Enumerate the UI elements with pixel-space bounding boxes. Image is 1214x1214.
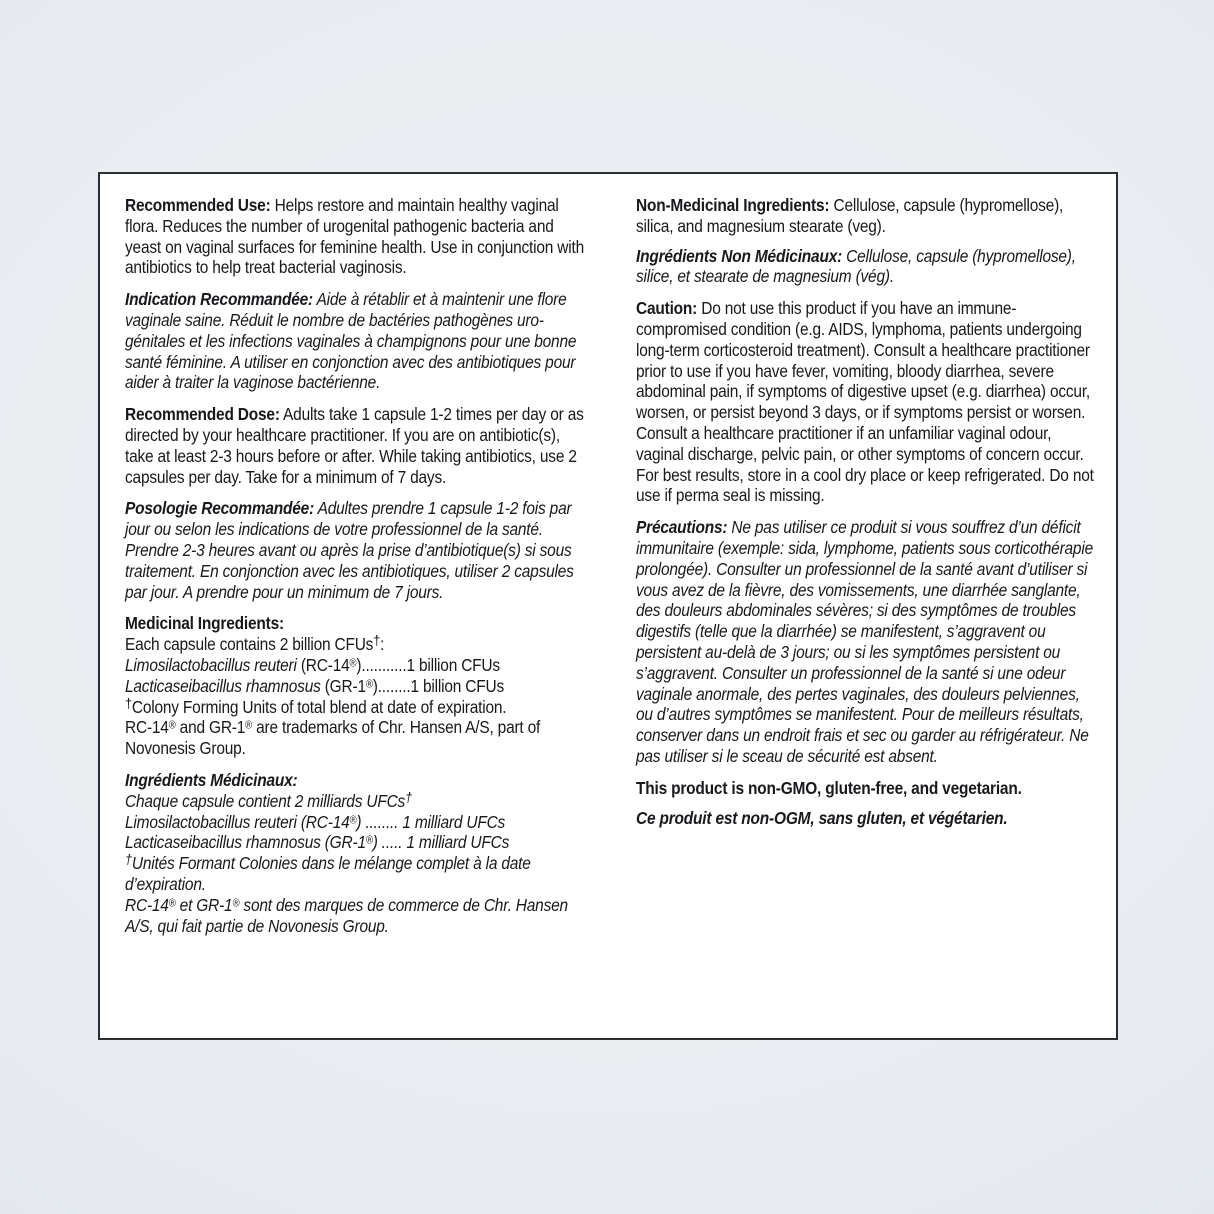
- registered-icon: ®: [245, 719, 253, 732]
- dot-leader: ...........: [361, 655, 407, 675]
- trademark-a: RC-14: [125, 718, 169, 738]
- ingredient-amount: 1 milliard UFCs: [402, 812, 506, 832]
- indication-recommandee-block: [125, 290, 584, 394]
- strain-open: (RC-14: [296, 655, 350, 675]
- caution-body: Do not use this product if you have an immune-compromised condition (e.g. AIDS, lymphoma, patients undergoing long-term corticosteroid treatment). Consult a healthcare practitioner prior to use if you have fever, vomiting, bloody diarrhea, severe abdominal pain, if symptoms of digestive upset (e.g. diarrhea) occur, worsen, or persist beyond 3 days, or if symptoms persist or worsen. Consult a healthcare practitioner if an unfamiliar vaginal odour, vaginal discharge, pelvic pain, or other symptoms of concern occur. For best results, store in a cool dry place or keep refrigerated. Do not use if perma seal is missing.: [636, 299, 1094, 506]
- precautions-block: [636, 518, 1094, 768]
- dagger-marker: †: [405, 788, 412, 805]
- species-name: Lacticaseibacillus rhamnosus: [125, 833, 321, 853]
- ingredients-medicinaux-heading: Ingrédients Médicinaux:: [125, 770, 298, 790]
- registered-icon: ®: [168, 897, 176, 910]
- precautions-heading: Précautions:: [636, 518, 728, 538]
- ingredient-amount: 1 milliard UFCs: [406, 833, 510, 853]
- ingredient-amount: 1 billion CFUs: [406, 655, 500, 675]
- recommended-use-heading: Recommended Use:: [125, 196, 271, 215]
- registered-icon: ®: [349, 814, 357, 827]
- recommended-use-block: [125, 196, 584, 279]
- trademark-a: RC-14: [125, 895, 169, 915]
- ingredients-medicinaux-footnote: Unités Formant Colonies dans le mélange complet à la date d’expiration.: [125, 854, 531, 894]
- registered-icon: ®: [349, 657, 357, 670]
- species-name: Limosilactobacillus reuteri: [125, 812, 297, 832]
- strain-close: ): [356, 655, 362, 675]
- non-medicinal-ingredients-block: [636, 196, 1094, 238]
- dagger-marker: †: [125, 694, 132, 711]
- left-column: [100, 196, 598, 1038]
- recommended-dose-block: [125, 405, 584, 488]
- registered-icon: ®: [168, 719, 176, 732]
- registered-icon: ®: [232, 897, 240, 910]
- product-statement-fr: Ce produit est non-OGM, sans gluten, et végétarien.: [636, 808, 1008, 828]
- strain-open: (GR-1: [320, 676, 366, 696]
- caution-block: [636, 299, 1094, 507]
- registered-icon: ®: [365, 834, 373, 847]
- posologie-recommandee-heading: Posologie Recommandée:: [125, 499, 315, 519]
- recommended-use-body: Helps restore and maintain healthy vaginal flora. Reduces the number of urogenital pathogenic bacteria and yeast on vaginal surfaces for feminine health. Use in conjunction with antibiotics to help treat bacterial vaginosis.: [125, 196, 585, 278]
- species-name: Lacticaseibacillus rhamnosus: [125, 676, 321, 696]
- trademark-mid: and GR-1: [175, 718, 246, 738]
- medicinal-ingredients-block: [125, 614, 584, 760]
- indication-recommandee-heading: Indication Recommandée:: [125, 290, 313, 310]
- trademark-b: sont des marques de commerce de Chr. Hansen A/S, qui fait partie de Novonesis Group.: [125, 895, 568, 936]
- product-statement-en: This product is non-GMO, gluten-free, and vegetarian.: [636, 778, 1022, 798]
- caution-heading: Caution:: [636, 299, 698, 319]
- posologie-recommandee-body: Adultes prendre 1 capsule 1-2 fois par jour ou selon les indications de votre professionnel de la santé. Prendre 2-3 heures avant ou après la prise d’antibiotique(s) si sous traitement. En conjonction avec les antibiotiques, utiliser 2 capsules par jour. A prendre pour un minimum de 7 jours.: [125, 499, 574, 602]
- species-name: Limosilactobacillus reuteri: [125, 655, 297, 675]
- medicinal-ingredients-intro-suffix: :: [380, 635, 385, 655]
- trademark-b: are trademarks of Chr. Hansen A/S, part of Novonesis Group.: [125, 718, 541, 759]
- ingredient-amount: 1 billion CFUs: [410, 676, 504, 696]
- dagger-marker: †: [373, 632, 381, 649]
- medicinal-ingredients-intro: Each capsule contains 2 billion CFUs: [125, 635, 374, 655]
- strain-open: (RC-14: [296, 812, 350, 832]
- strain-open: (GR-1: [320, 833, 366, 853]
- indication-recommandee-body: Aide à rétablir et à maintenir une flore vaginale saine. Réduit le nombre de bactéries pathogènes uro-génitales et les infections vaginales à champignons pour une bonne santé féminine. A utiliser en conjonction avec des antibiotiques pour aider à traiter la vaginose bactérienne.: [125, 290, 577, 393]
- ingredients-medicinaux-block: [125, 771, 584, 937]
- strain-close: ): [372, 833, 378, 853]
- dot-leader: .....: [377, 833, 407, 853]
- medicinal-ingredients-heading: Medicinal Ingredients:: [125, 614, 284, 634]
- dot-leader: ........: [361, 812, 403, 832]
- recommended-dose-heading: Recommended Dose:: [125, 405, 280, 425]
- ingredients-non-medicinaux-block: [636, 247, 1094, 289]
- dagger-marker: †: [125, 851, 132, 868]
- strain-close: ): [356, 812, 362, 832]
- medicinal-ingredients-footnote: Colony Forming Units of total blend at date of expiration.: [131, 697, 507, 717]
- right-column: [598, 196, 1116, 1038]
- dot-leader: ........: [377, 676, 411, 696]
- posologie-recommandee-block: [125, 499, 584, 603]
- non-medicinal-ingredients-body: Cellulose, capsule (hypromellose), silica, and magnesium stearate (veg).: [636, 196, 1064, 236]
- precautions-body: Ne pas utiliser ce produit si vous souffrez d’un déficit immunitaire (exemple: sida, lymphome, patients sous corticothérapie prolongée). Consulter un professionnel de la santé avant d’utiliser si vous avez de la fièvre, des vomissements, une diarrhée sanglante, des douleurs abdominales sévères; si des symptômes de troubles digestifs (telle que la diarrhée) se manifestent, s’aggravent ou persistent au-delà de 3 jours; ou si les symptômes persistent ou s’aggravent. Consulter un professionnel de la santé si une odeur vaginale anormale, des pertes vaginales, des douleurs pelviennes, ou d’autres symptômes se manifestent. Pour de meilleurs résultats, conserver dans un endroit frais et sec ou garder au réfrigérateur. Ne pas utiliser si le sceau de sécurité est absent.: [636, 518, 1093, 766]
- ingredients-non-medicinaux-body: Cellulose, capsule (hypromellose), silice, et stearate de magnesium (vég).: [636, 246, 1076, 287]
- strain-close: ): [372, 676, 378, 696]
- recommended-dose-body: Adults take 1 capsule 1-2 times per day or as directed by your healthcare practitioner. If you are on antibiotic(s), take at least 2-3 hours before or after. While taking antibiotics, use 2 capsules per day. Take for a minimum of 7 days.: [125, 405, 584, 487]
- supplement-label-card: [98, 172, 1118, 1040]
- non-medicinal-ingredients-heading: Non-Medicinal Ingredients:: [636, 196, 830, 215]
- registered-icon: ®: [365, 678, 373, 691]
- trademark-mid: et GR-1: [175, 895, 233, 915]
- ingredients-non-medicinaux-heading: Ingrédients Non Médicinaux:: [636, 246, 843, 266]
- ingredients-medicinaux-intro: Chaque capsule contient 2 milliards UFCs: [125, 791, 406, 811]
